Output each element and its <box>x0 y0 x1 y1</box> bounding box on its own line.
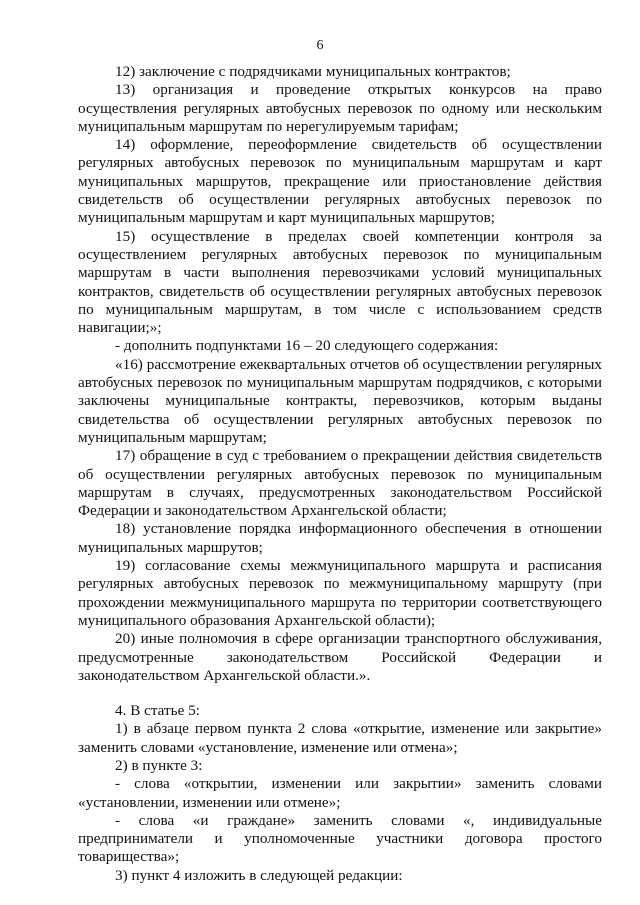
paragraph-item-14: 14) оформление, переоформление свидетельств об осуществлении регулярных автобусных перевозок по муниципальным маршрутам и карт муниципальных маршрутов, прекращение или приостановление действия свидетельств об осуществлении регулярных автобусных перевозок по муниципальным маршрутам и карт муниципальных маршрутов; <box>78 136 602 227</box>
paragraph-item-15: 15) осуществление в пределах своей компетенции контроля за осуществлением регулярных автобусных перевозок по муниципальным маршрутам в части выполнения перевозчиками условий муниципальных контрактов, свидетельств об осуществлении регулярных автобусных перевозок по муниципальным маршрутам, в том числе с использованием средств навигации;»; <box>78 227 602 337</box>
paragraph-amendment-intro: - дополнить подпунктами 16 – 20 следующего содержания: <box>115 337 499 355</box>
page-number: 6 <box>316 38 324 53</box>
paragraph-item-12: 12) заключение с подрядчиками муниципальных контрактов; <box>115 63 511 80</box>
paragraph-item-18: 18) установление порядка информационного обеспечения в отношении муниципальных маршрутов; <box>78 520 602 556</box>
paragraph-article5-item-2-sub-1: - слова «открытии, изменении или закрытии» заменить словами «установлении, изменении или отмене»; <box>78 775 602 811</box>
paragraph-article5-item-3: 3) пункт 4 изложить в следующей редакции: <box>115 866 403 884</box>
paragraph-article5-item-2-sub-2: - слова «и граждане» заменить словами «, индивидуальные предприниматели и уполномоченные участники договора простого товарищества»; <box>78 811 602 866</box>
paragraph-article5-item-1: 1) в абзаце первом пункта 2 слова «открытие, изменение или закрытие» заменить словами «установление, изменение или отмена»; <box>78 720 602 756</box>
paragraph-item-20: 20) иные полномочия в сфере организации транспортного обслуживания, предусмотренные законодательством Российской Федерации и законодательством Архангельской области.». <box>78 630 602 684</box>
paragraph-item-13: 13) организация и проведение открытых конкурсов на право осуществления регулярных автобусных перевозок по одному или нескольким муниципальным маршрутам по нерегулируемым тарифам; <box>78 81 602 135</box>
paragraph-item-16: «16) рассмотрение ежеквартальных отчетов об осуществлении регулярных автобусных перевозок по муниципальным маршрутам подрядчиков, с которыми заключены муниципальные контракты, перевозчиков, которым выданы свидетельства об осуществлении регулярных автобусных перевозок по муниципальным маршрутам; <box>78 355 602 446</box>
paragraph-article5-item-2: 2) в пункте 3: <box>115 756 203 774</box>
document-body <box>78 63 602 885</box>
paragraph-item-19: 19) согласование схемы межмуниципального маршрута и расписания регулярных автобусных перевозок по межмуниципальному маршруту (при прохождении межмуниципального маршрута по территории соответствующего муниципального образования Архангельской области); <box>78 557 602 629</box>
section-heading-article-5: 4. В статье 5: <box>115 702 200 720</box>
paragraph-item-17: 17) обращение в суд с требованием о прекращении действия свидетельств об осуществлении регулярных автобусных перевозок по муниципальным маршрутам в случаях, предусмотренных законодательством Российской Федерации и законодательством Архангельской области; <box>78 447 602 520</box>
